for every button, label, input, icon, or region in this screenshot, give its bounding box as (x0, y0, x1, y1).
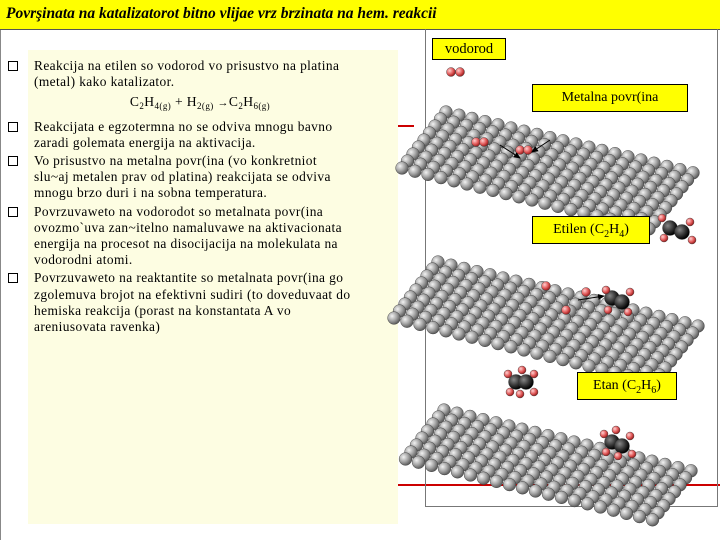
metal-atom (581, 497, 594, 510)
bullet-line: Vo prisustvo na metalna povr(ina (vo konkretniot (34, 153, 317, 169)
hydrogen-atom (602, 448, 610, 456)
hydrogen-atom (626, 432, 634, 440)
metal-atom (453, 328, 466, 341)
hydrogen-atom (530, 370, 538, 378)
metal-atom (557, 353, 570, 366)
bullet-line: Povrzuvaweto na vodorodot so metalnata povr(ina (34, 203, 324, 219)
hydrogen-atom (518, 366, 526, 374)
hydrogen-atom (472, 138, 481, 147)
hydrogen-atom (688, 236, 696, 244)
bullet-line: Reakcija na etilen so vodorod vo prisustvo na platina (34, 58, 340, 73)
bullet-line: zaradi golemata energija na aktivacija. (34, 134, 256, 150)
carbon-atom (615, 295, 630, 310)
hydrogen-atom (542, 282, 551, 291)
carbon-atom (615, 439, 630, 454)
bullet-line: (metal) kako katalizator. (34, 74, 175, 90)
metal-atom (461, 178, 474, 191)
hydrogen-atom (602, 286, 610, 294)
hydrogen-atom (624, 308, 632, 316)
metal-atom (414, 318, 427, 331)
hydrogen-atom (516, 390, 524, 398)
metal-atom (477, 472, 490, 485)
metal-atom (633, 510, 646, 523)
bullet-line: Povrzuvaweto na reaktantite so metalnata povr(ina go (34, 270, 344, 286)
bullet-line: slu~aj metalen prav od platina) reakcijata se odviva (34, 169, 331, 185)
bullet-line: Reakcijata e egzotermna no se odviva mnogu bavno (34, 118, 333, 134)
metal-atom (440, 324, 453, 337)
hydrogen-atom (628, 450, 636, 458)
metal-atom (518, 344, 531, 357)
metal-atom (474, 181, 487, 194)
hydrogen-atom (686, 218, 694, 226)
label-metal-surface: Metalna povr(ina (532, 84, 688, 112)
metal-atom (409, 165, 422, 178)
metal-atom (466, 331, 479, 344)
metal-atom (401, 315, 414, 328)
label-ethane: Etan $(C_2H_6)$ (577, 372, 677, 400)
hydrogen-atom (660, 234, 668, 242)
metal-surface-icon (388, 106, 705, 527)
hydrogen-atom (658, 214, 666, 222)
metal-atom (646, 513, 659, 526)
metal-atom (583, 360, 596, 373)
metal-atom (594, 501, 607, 514)
carbon-atom (675, 225, 690, 240)
hydrogen-atom (480, 138, 489, 147)
metal-atom (451, 465, 464, 478)
metal-atom (620, 507, 633, 520)
chemical-equation: $C_2H_{4(g)} + H_{2(g)} \to C_2H_{6(g)}$ (129, 94, 271, 112)
metal-atom (503, 478, 516, 491)
bullet-line: areniusovata ravenka) (34, 319, 161, 335)
hydrogen-atom (626, 288, 634, 296)
metal-atom (425, 459, 438, 472)
metal-atom (544, 350, 557, 363)
metal-atom (505, 340, 518, 353)
metal-atom (427, 321, 440, 334)
metal-atom (422, 168, 435, 181)
metal-atom (607, 504, 620, 517)
metal-atom (500, 187, 513, 200)
metal-atom (399, 453, 412, 466)
hydrogen-atom (524, 146, 533, 155)
hydrogen-atom (604, 306, 612, 314)
metal-atom (412, 456, 425, 469)
metal-atom (570, 356, 583, 369)
metal-atom (435, 171, 448, 184)
bullet-line: hemiska reakcija (porast na konstantata A vo (34, 302, 292, 318)
metal-atom (539, 197, 552, 210)
metal-atom (516, 481, 529, 494)
metal-atom (568, 494, 581, 507)
label-hydrogen: vodorod (432, 38, 506, 60)
bullet-line: zgolemuva brojot na efektivni sudiri (to doveduvaat do (34, 286, 351, 302)
metal-atom (492, 337, 505, 350)
hydrogen-atom (612, 426, 620, 434)
hydrogen-atom (447, 68, 456, 77)
hydrogen-atom (504, 370, 512, 378)
label-ethylene: Etilen $(C_2H_4)$ (532, 216, 650, 244)
metal-atom (490, 475, 503, 488)
hydrogen-atom (600, 430, 608, 438)
hydrogen-atom (516, 146, 525, 155)
metal-atom (529, 485, 542, 498)
bullet-line: vodorodni atomi. (34, 252, 133, 268)
hydrogen-atom (562, 306, 571, 315)
bullet-line: energija na procesot na disocijacija na molekulata na (34, 236, 338, 252)
metal-atom (555, 491, 568, 504)
metal-atom (565, 203, 578, 216)
bullet-line: mnogu brzo duri i na sobna temperatura. (34, 185, 268, 201)
metal-atom (396, 162, 409, 175)
metal-atom (542, 488, 555, 501)
metal-atom (552, 200, 565, 213)
metal-atom (464, 469, 477, 482)
metal-atom (513, 190, 526, 203)
metal-atom (388, 312, 401, 325)
bullet-line: ovozmo`uva zan~itelno namaluvawe na aktivacionata (34, 219, 342, 235)
hydrogen-atom (614, 452, 622, 460)
metal-atom (531, 347, 544, 360)
hydrogen-atom (506, 388, 514, 396)
hydrogen-atom (456, 68, 465, 77)
hydrogen-atom (582, 288, 591, 297)
metal-atom (526, 194, 539, 207)
metal-atom (448, 174, 461, 187)
arrow-icon: → (217, 97, 229, 110)
metal-atom (479, 334, 492, 347)
metal-atom (438, 462, 451, 475)
hydrogen-atom (530, 388, 538, 396)
metal-atom (487, 184, 500, 197)
slide-title: Povrşinata na katalizatorot bitno vlijae vrz brzinata na hem. reakcii (6, 5, 437, 22)
